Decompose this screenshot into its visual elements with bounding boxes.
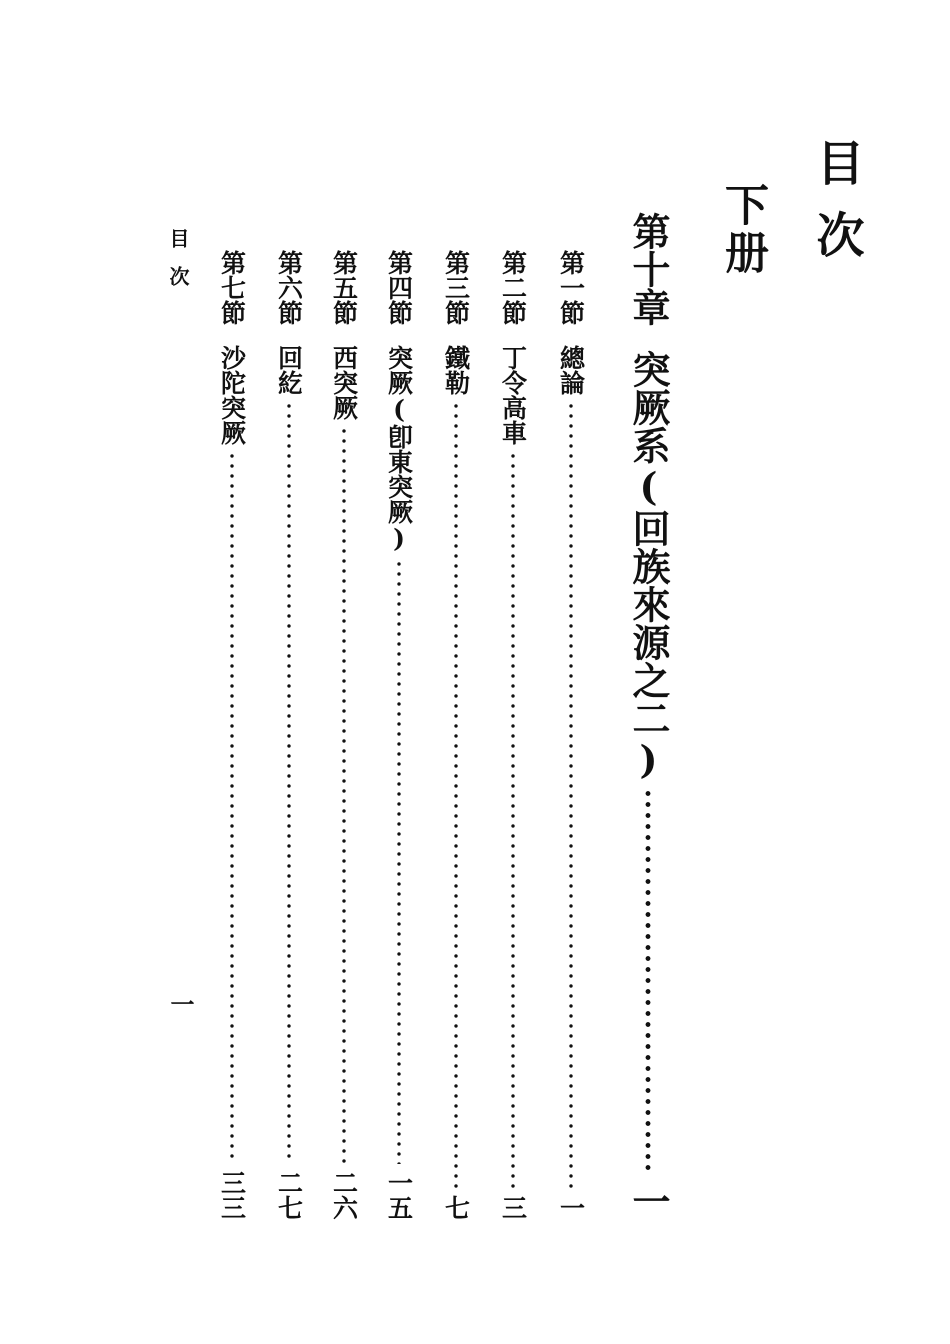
page-number: 七 <box>441 1195 471 1220</box>
section-number: 第三節 <box>441 250 471 325</box>
section-number: 第七節 <box>217 250 247 325</box>
toc-entry-section[interactable] <box>555 250 587 1220</box>
toc-entry-chapter[interactable] <box>624 212 672 1220</box>
section-title: 沙陀突厥 <box>217 345 247 445</box>
folio-page-number: 一 <box>166 992 195 1016</box>
dot-leader <box>287 401 291 1164</box>
page-number: 二七 <box>274 1170 304 1220</box>
dot-leader <box>230 451 234 1164</box>
dot-leader <box>511 451 515 1189</box>
section-title: 鐵勒 <box>441 345 471 395</box>
toc-entry-section[interactable] <box>216 250 248 1220</box>
dot-leader <box>645 788 651 1176</box>
section-number: 第六節 <box>274 250 304 325</box>
toc-entry-section[interactable] <box>497 250 529 1220</box>
section-number: 第二節 <box>498 250 528 325</box>
chapter-number: 第十章 <box>626 212 671 326</box>
volume-label: 下册 <box>717 182 768 278</box>
section-number: 第一節 <box>556 250 586 325</box>
section-title: 回紇 <box>274 345 304 395</box>
page-number: 三三 <box>217 1170 247 1220</box>
section-title: 總論 <box>556 345 586 395</box>
toc-entry-section[interactable] <box>328 250 360 1220</box>
section-title: 丁令高車 <box>498 345 528 445</box>
page-number: 二六 <box>329 1170 359 1220</box>
page-number: 三 <box>498 1195 528 1220</box>
dot-leader <box>454 401 458 1189</box>
section-title: 突厥(卽東突厥) <box>384 345 414 553</box>
page-number: 一 <box>556 1195 586 1220</box>
page-number: 一五 <box>384 1170 414 1220</box>
toc-entry-section[interactable] <box>273 250 305 1220</box>
page-title: 目次 <box>808 138 864 282</box>
chapter-title: 突厥系(回族來源之二) <box>626 350 671 782</box>
section-title: 西突厥 <box>329 345 359 420</box>
dot-leader <box>397 559 401 1164</box>
section-number: 第四節 <box>384 250 414 325</box>
running-head: 目次 <box>166 228 190 304</box>
section-number: 第五節 <box>329 250 359 325</box>
toc-entry-section[interactable] <box>383 250 415 1220</box>
page-number: 一 <box>626 1182 671 1220</box>
toc-entry-section[interactable] <box>440 250 472 1220</box>
dot-leader <box>342 426 346 1164</box>
dot-leader <box>569 401 573 1189</box>
